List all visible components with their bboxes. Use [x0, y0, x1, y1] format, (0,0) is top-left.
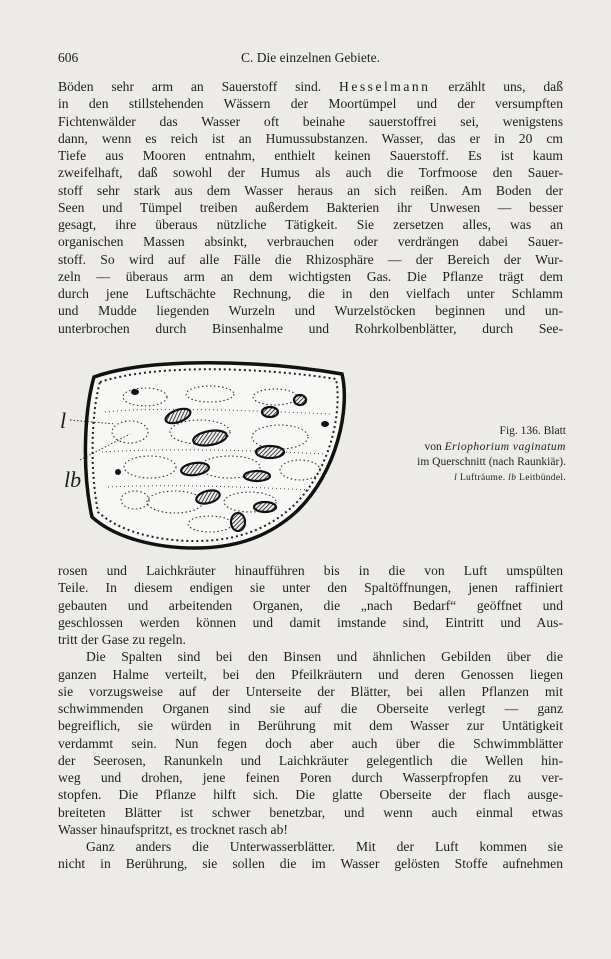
- text-line: der Seerosen, Ranunkeln und Laichkräuter gelegentlich die Wellen hin-: [58, 752, 563, 768]
- caption-title: Fig. 136. Blatt: [499, 425, 566, 437]
- text-line: [58, 251, 563, 268]
- text-run: durch jene Luftschächte Rechnung, die in den vielfach unter Schlamm: [58, 286, 563, 301]
- text-line: [58, 216, 563, 233]
- text-line: [58, 147, 563, 164]
- text-line: [58, 78, 563, 95]
- legend-symbol-lb: lb: [508, 472, 517, 483]
- text-run: stoff sehr stark aus dem Wasser heraus an sich reißen. Am Boden der: [58, 182, 563, 198]
- text-line: tritt der Gase zu regeln.: [58, 632, 186, 647]
- text-run: erzählt uns, daß: [430, 79, 563, 94]
- text-line: gebauten und arbeitenden Organen, die „nach Bedarf“ geöffnet und: [58, 597, 563, 613]
- figure-caption: [360, 424, 566, 486]
- text-line: [58, 233, 563, 250]
- body-text-top: [58, 78, 563, 337]
- leaf-cross-section-drawing: [60, 352, 360, 557]
- figure-leaf-cross-section: [60, 352, 360, 557]
- text-line: schwimmenden Organen sind sie auf die Oberseite verlegt — ganz: [58, 701, 563, 716]
- text-run: dann, wenn es reich ist an Humussubstanzen. Wasser, das er in 20 cm: [58, 130, 563, 146]
- figure-label-lb: lb: [64, 467, 82, 492]
- figure-label-l: l: [60, 408, 67, 433]
- text-line: [58, 113, 563, 130]
- text-line: breiteten Blätter ist schwer benetzbar, und wenn auch einmal etwas: [58, 804, 563, 820]
- running-title: C. Die einzelnen Gebiete.: [240, 50, 381, 65]
- text-line: [58, 320, 563, 337]
- caption-legend: [360, 471, 566, 487]
- text-run: gesagt, ihre überaus nützliche Tätigkeit. Sie zersetzen alles, was an: [58, 217, 563, 232]
- text-line: [58, 95, 563, 112]
- legend-text-lb: Leitbündel.: [516, 472, 566, 483]
- text-run: stoff. So wird auf alle Fälle die Rhizosphäre — der Bereich der Wur-: [58, 251, 563, 267]
- text-line: nicht in Berührung, sie sollen die im Wasser gelösten Stoffe aufnehmen: [58, 856, 563, 872]
- text-run: zeln — überaus arm an dem wichtigsten Gas. Die Pflanze trägt dem: [58, 268, 563, 284]
- text-line: weg und drohen, jene feinen Poren durch Wasserpfropfen zu ver-: [58, 770, 563, 785]
- text-line: stopfen. Die Pflanze hilft sich. Die glatte Oberseite der flach ausge-: [58, 787, 563, 803]
- text-line: verdammt sein. Nun fegen doch aber auch über die Schwimmblätter: [58, 735, 563, 751]
- text-line: [58, 182, 563, 199]
- text-line: ganzen Halme verteilt, bei den Pfeilkräutern und deren Genossen liegen: [58, 666, 563, 682]
- text-run: Fichtenwälder das Wasser oft beinahe sauerstoffrei sei, wenigstens: [58, 113, 563, 129]
- text-run: Tiefe aus Mooren entnahm, enthielt keinen Sauerstoff. Es ist kaum: [58, 148, 563, 163]
- text-line: sie vorzugsweise auf der Unterseite der Blätter, bei allen Pflanzen mit: [58, 683, 563, 699]
- text-run: zweifelhaft, daß sowohl der Humus als auch die Torfmoose den Sauer-: [58, 165, 563, 181]
- text-run: und Mudde liegenden Wurzeln und Wurzelstöcken beginnen und un-: [58, 303, 563, 319]
- text-line: [58, 268, 563, 285]
- text-line: [58, 164, 563, 181]
- page-number: 606: [58, 50, 79, 65]
- text-run: Seen und Tümpel treiben außerdem Bakterien ihr Unwesen — besser: [58, 199, 563, 215]
- text-run: Böden sehr arm an Sauerstoff sind.: [58, 79, 340, 94]
- text-run: organischen Massen absinkt, verbrauchen oder verdrängen dabei Sauer-: [58, 234, 563, 250]
- text-line: [58, 302, 563, 319]
- text-line: [58, 199, 563, 216]
- text-line: rosen und Laichkräuter hinaufführen bis in die von Luft umspülten: [58, 563, 563, 578]
- author-name: Hesselmann: [339, 79, 431, 94]
- text-run: unterbrochen durch Binsenhalme und Rohrkolbenblätter, durch See-: [58, 320, 563, 336]
- caption-prefix: von: [424, 440, 445, 453]
- caption-source: im Querschnitt (nach Raunkiär).: [417, 456, 566, 468]
- text-line: geschlossen werden können und damit imstande sind, Eintritt und Aus-: [58, 614, 563, 630]
- text-line: [58, 285, 563, 302]
- text-line: Ganz anders die Unterwasserblätter. Mit der Luft kommen sie: [86, 839, 563, 854]
- text-line: Die Spalten sind bei den Binsen und ähnlichen Gebilden über die: [86, 649, 563, 665]
- legend-text-l: Lufträume.: [457, 472, 509, 483]
- text-line: Wasser hinaufspritzt, es trocknet rasch ab!: [58, 821, 288, 837]
- page-header: [58, 46, 563, 68]
- caption-species: Eriophorium vaginatum: [444, 440, 566, 453]
- body-text-bottom: [58, 562, 563, 873]
- text-line: [58, 130, 563, 147]
- legend-symbol-l: l: [454, 472, 458, 483]
- caption-species-line: [360, 440, 566, 456]
- text-run: in den stillstehenden Wässern der Moortümpel und der versumpften: [58, 96, 563, 112]
- text-line: begreiflich, sie würden in Berührung mit dem Wasser zur Untätigkeit: [58, 718, 563, 734]
- text-line: Teile. In diesem endigen sie unter den Spaltöffnungen, jenen raffiniert: [58, 580, 563, 596]
